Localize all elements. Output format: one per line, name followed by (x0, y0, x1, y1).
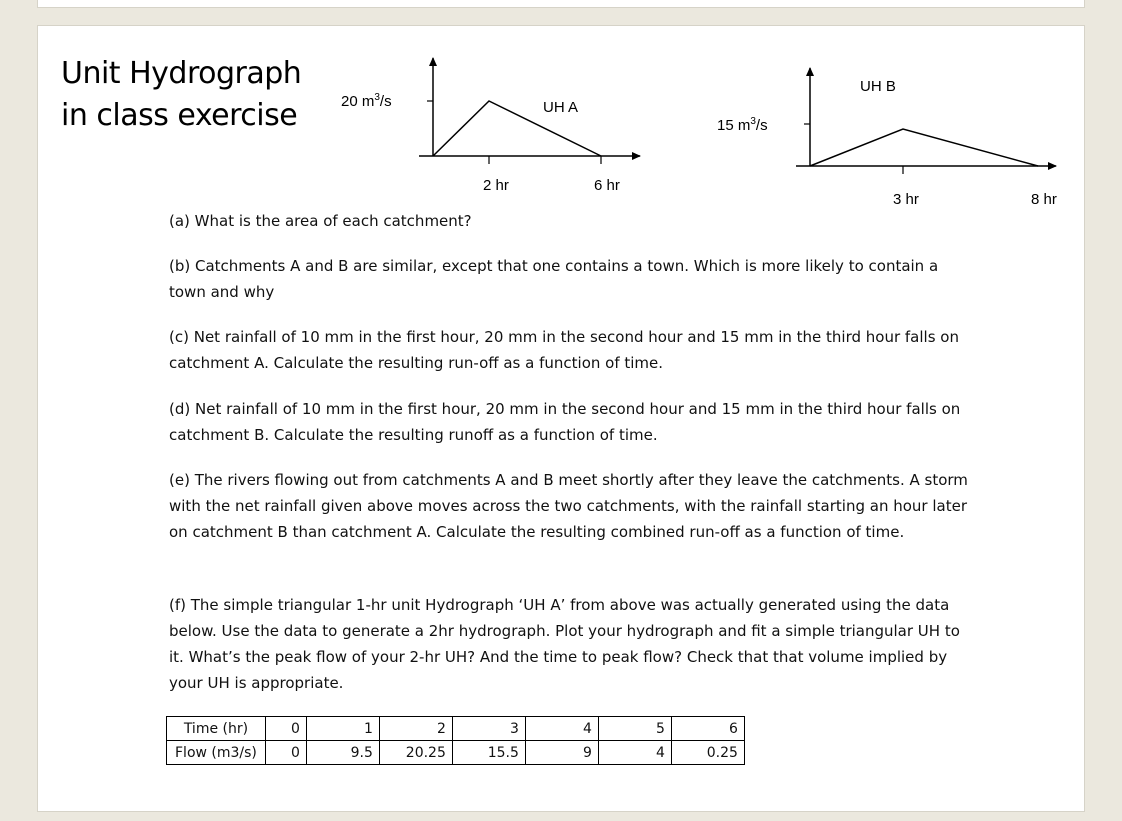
table-cell: 0 (265, 717, 306, 741)
previous-slide-edge (37, 0, 1085, 8)
table-cell: 6 (671, 717, 744, 741)
table-cell: 20.25 (379, 741, 452, 765)
table-cell: 9.5 (306, 741, 379, 765)
table-cell: 4 (525, 717, 598, 741)
table-cell: 0.25 (671, 741, 744, 765)
uh-b-diagram (717, 68, 1057, 208)
unit-hydrograph-diagrams (38, 26, 1084, 226)
uh-a-6hr-label: 6 hr (594, 177, 620, 194)
table-cell: 15.5 (452, 741, 525, 765)
question-d: (d) Net rainfall of 10 mm in the first hour, 20 mm in the second hour and 15 mm in the third hour falls on catchment B. Calculate the resulting runoff as a function of time. (169, 400, 961, 444)
question-e: (e) The rivers flowing out from catchments A and B meet shortly after they leave the catchments. A storm with the net rainfall given above moves across the two catchments, with the rainfall starting an hour later on catchment B than catchment A. Calculate the resulting combined run-off as a function of time. (169, 471, 968, 541)
uh-a-2hr-label: 2 hr (483, 177, 509, 194)
uh-b-8hr-label: 8 hr (1031, 191, 1057, 208)
table-cell: 2 (379, 717, 452, 741)
uh-a-peak-label: 20 $m^3/s$ (341, 92, 392, 110)
table-row-time (167, 717, 745, 741)
title-line-2: in class exercise (61, 98, 298, 133)
table-cell: 5 (598, 717, 671, 741)
table-row-flow (167, 741, 745, 765)
table-cell: 9 (525, 741, 598, 765)
question-a: (a) What is the area of each catchment? (169, 212, 472, 230)
uh-b-triangle (810, 129, 1038, 166)
uh-b-label: UH B (860, 78, 896, 95)
uh-b-peak-label: 15 $m^3/s$ (717, 116, 768, 134)
table-cell: 4 (598, 741, 671, 765)
uh-a-label: UH A (543, 99, 579, 116)
time-header: Time (hr) (167, 717, 266, 741)
question-c: (c) Net rainfall of 10 mm in the first hour, 20 mm in the second hour and 15 mm in the third hour falls on catchment A. Calculate the resulting run-off as a function of time. (169, 328, 959, 372)
flow-header: Flow (m3/s) (167, 741, 266, 765)
question-b: (b) Catchments A and B are similar, except that one contains a town. Which is more likely to contain a town and why (169, 257, 939, 301)
table-cell: 0 (265, 741, 306, 765)
table-cell: 3 (452, 717, 525, 741)
table-cell: 1 (306, 717, 379, 741)
uh-b-3hr-label: 3 hr (893, 191, 919, 208)
slide (37, 25, 1085, 812)
title-line-1: Unit Hydrograph (61, 56, 302, 91)
flow-data-table (166, 716, 745, 765)
uh-a-diagram (341, 58, 640, 194)
question-f: (f) The simple triangular 1-hr unit Hydrograph ‘UH A’ from above was actually generated using the data below. Use the data to generate a 2hr hydrograph. Plot your hydrograph and fit a simple triangular UH to it. What’s the peak flow of your 2-hr UH? And the time to peak flow? Check that that volume implied by your UH is appropriate. (169, 596, 960, 692)
